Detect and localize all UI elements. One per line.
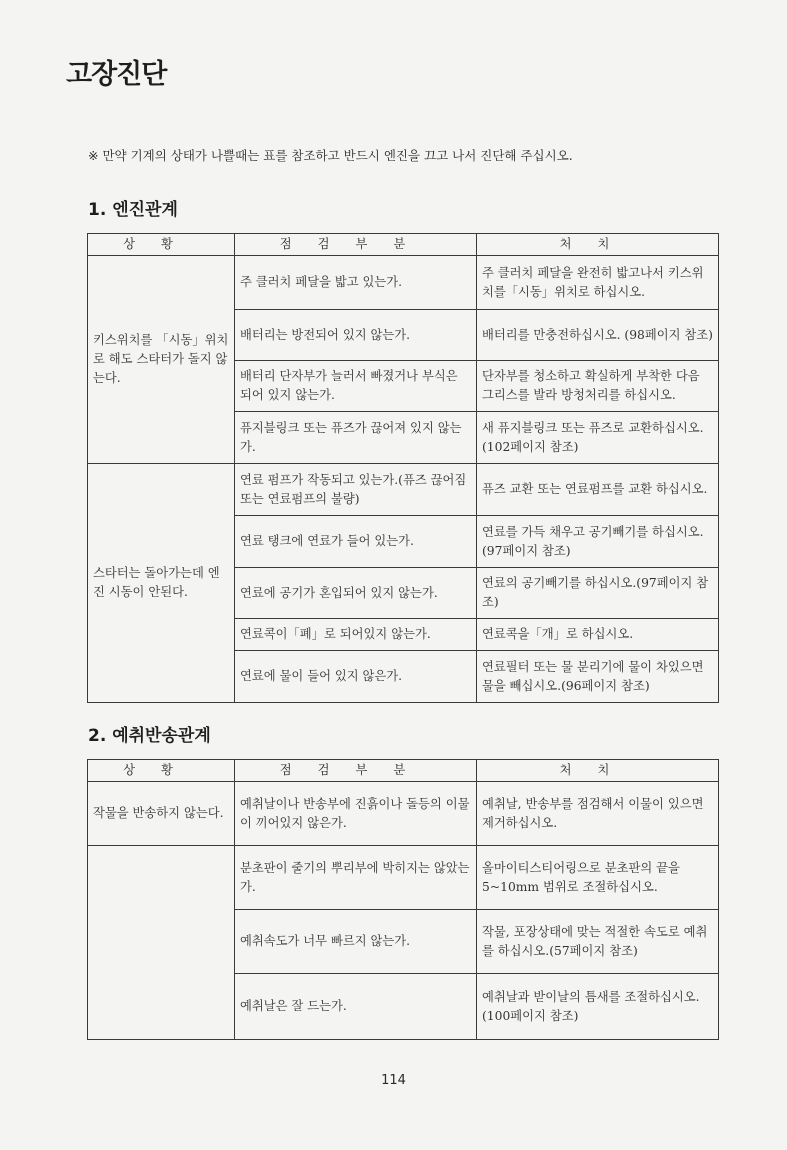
- action-cell: 올마이티스티어링으로 분초판의 끝을 5~10mm 범위로 조절하십시오.: [477, 846, 719, 910]
- harvest-transport-troubleshooting-table: [87, 759, 719, 1040]
- action-cell: 연료의 공기빼기를 하십시오.(97페이지 참조): [477, 568, 719, 619]
- inspection-cell: 연료에 공기가 혼입되어 있지 않는가.: [235, 568, 477, 619]
- inspection-cell: 연료 탱크에 연료가 들어 있는가.: [235, 516, 477, 568]
- action-cell: 연료필터 또는 물 분리기에 물이 차있으면 물을 빼십시오.(96페이지 참조): [477, 651, 719, 703]
- inspection-cell: 연료 펌프가 작동되고 있는가.(퓨즈 끊어짐 또는 연료펌프의 불량): [235, 464, 477, 516]
- notice-text: ※ 만약 기계의 상태가 나쁠때는 표를 참조하고 반드시 엔진을 끄고 나서 진단해 주십시오.: [88, 148, 573, 163]
- situation-cell: 키스위치를 「시동」위치로 해도 스타터가 돌지 않는다.: [88, 256, 235, 464]
- inspection-cell: 분초판이 줄기의 뿌리부에 박히지는 않았는가.: [235, 846, 477, 910]
- inspection-cell: 연료콕이「폐」로 되어있지 않는가.: [235, 619, 477, 651]
- action-cell: 새 퓨지블링크 또는 퓨즈로 교환하십시오.(102페이지 참조): [477, 412, 719, 464]
- action-cell: 예취날과 받이날의 틈새를 조절하십시오. (100페이지 참조): [477, 974, 719, 1040]
- inspection-cell: 연료에 물이 들어 있지 않은가.: [235, 651, 477, 703]
- page-title: 고장진단: [66, 59, 167, 90]
- table-row: [88, 464, 719, 516]
- action-cell: 작물, 포장상태에 맞는 적절한 속도로 예취를 하십시오.(57페이지 참조): [477, 910, 719, 974]
- engine-troubleshooting-table: [87, 233, 719, 703]
- inspection-cell: 주 클러치 페달을 밟고 있는가.: [235, 256, 477, 310]
- header-action: 처치: [477, 234, 719, 256]
- action-cell: 단자부를 청소하고 확실하게 부착한 다음 그리스를 발라 방청처리를 하십시오.: [477, 361, 719, 412]
- situation-cell: 작물을 반송하지 않는다.: [88, 782, 235, 846]
- header-inspection: 점검부분: [235, 234, 477, 256]
- inspection-cell: 예취속도가 너무 빠르지 않는가.: [235, 910, 477, 974]
- section-heading-engine: 1. 엔진관계: [88, 200, 178, 220]
- table-row: [88, 256, 719, 310]
- table-row: [88, 846, 719, 910]
- inspection-cell: 예취날이나 반송부에 진흙이나 돌등의 이물이 끼어있지 않은가.: [235, 782, 477, 846]
- situation-cell: 스타터는 돌아가는데 엔진 시동이 안된다.: [88, 464, 235, 703]
- action-cell: 연료콕을「개」로 하십시오.: [477, 619, 719, 651]
- header-situation: 상황: [88, 234, 235, 256]
- page-number: 114: [381, 1073, 406, 1088]
- action-cell: 주 클러치 페달을 완전히 밟고나서 키스위치를「시동」위치로 하십시오.: [477, 256, 719, 310]
- inspection-cell: 퓨지블링크 또는 퓨즈가 끊어져 있지 않는가.: [235, 412, 477, 464]
- action-cell: 예취날, 반송부를 점검해서 이물이 있으면 제거하십시오.: [477, 782, 719, 846]
- table-header-row: [88, 234, 719, 256]
- inspection-cell: 배터리는 방전되어 있지 않는가.: [235, 310, 477, 361]
- section-heading-harvest-transport: 2. 예취반송관계: [88, 726, 211, 746]
- action-cell: 배터리를 만충전하십시오. (98페이지 참조): [477, 310, 719, 361]
- inspection-cell: 예취날은 잘 드는가.: [235, 974, 477, 1040]
- header-inspection: 점검부분: [235, 760, 477, 782]
- table-row: [88, 782, 719, 846]
- inspection-cell: 배터리 단자부가 늘러서 빠졌거나 부식은 되어 있지 않는가.: [235, 361, 477, 412]
- header-action: 처치: [477, 760, 719, 782]
- situation-cell: [88, 846, 235, 1040]
- action-cell: 연료를 가득 채우고 공기빼기를 하십시오.(97페이지 참조): [477, 516, 719, 568]
- header-situation: 상황: [88, 760, 235, 782]
- action-cell: 퓨즈 교환 또는 연료펌프를 교환 하십시오.: [477, 464, 719, 516]
- table-header-row: [88, 760, 719, 782]
